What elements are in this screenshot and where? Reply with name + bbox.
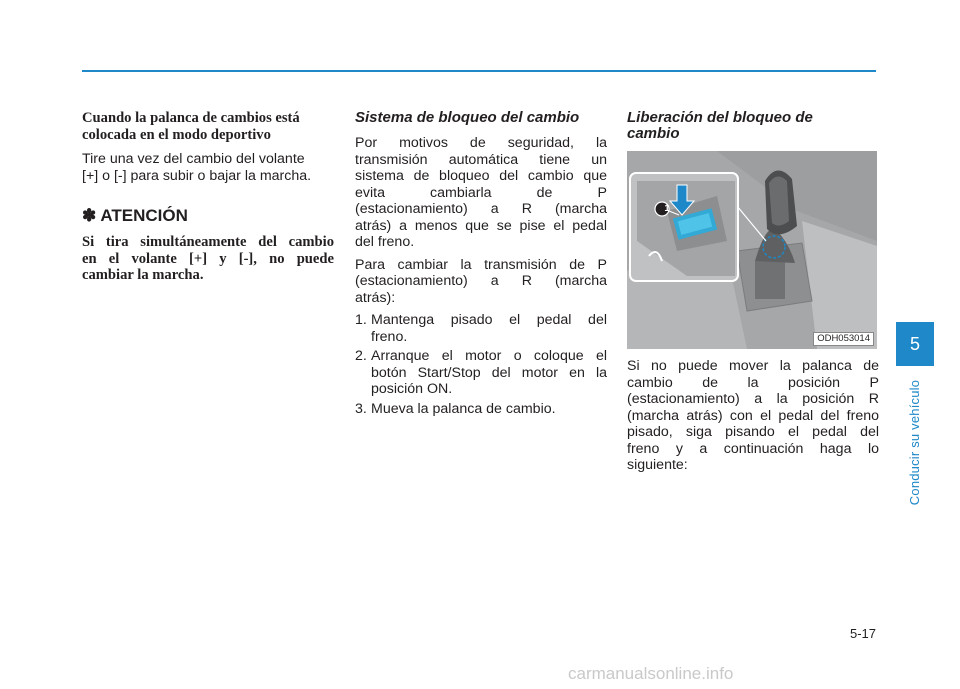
p1-line: atrás) a menos que se pise el pedal [355, 217, 607, 234]
step-1 [355, 312, 607, 345]
sport-heading-line-2: colocada en el modo deportivo [82, 126, 271, 143]
p1-line: del freno. [355, 234, 415, 250]
step-2 [355, 348, 607, 398]
gear-shifter-illustration [627, 151, 877, 349]
lock-release-heading-line-2: cambio [627, 125, 680, 142]
attention-line-1: Si tira simultáneamente del cambio [82, 234, 334, 250]
step-line: Mantenga pisado el pedal del [371, 312, 607, 328]
step-line: freno. [371, 328, 408, 345]
step-number: 1. [355, 312, 367, 328]
p2-line: atrás): [355, 289, 396, 306]
p2-line: Para cambiar la transmisión de P [355, 256, 607, 273]
top-rule [82, 70, 876, 72]
attention-line-3: cambiar la marcha. [82, 267, 204, 283]
p-line: (marcha atrás) con el pedal del freno [627, 407, 879, 424]
column-3 [627, 110, 879, 480]
shift-lock-paragraph-2 [355, 257, 607, 307]
attention-text [82, 234, 334, 284]
column-1 [82, 110, 334, 284]
attention-heading: ✽ ATENCIÓN [82, 206, 188, 225]
p1-line: sistema de bloqueo del cambio que [355, 168, 607, 184]
p1-line: Por motivos de seguridad, la [355, 135, 607, 151]
p-line: Si no puede mover la palanca de [627, 358, 879, 374]
figure-code: ODH053014 [813, 332, 874, 346]
shift-lock-release-figure [627, 151, 877, 349]
lock-release-paragraph [627, 358, 879, 474]
chapter-tab-label-text: Conducir su vehículo [907, 379, 923, 505]
p-line: siguiente: [627, 457, 688, 473]
step-line: Mueva la palanca de cambio. [371, 400, 556, 417]
sport-mode-text [82, 151, 334, 184]
p-line: (estacionamiento) a la posición R [627, 391, 879, 407]
shift-lock-paragraph-1 [355, 135, 607, 251]
p2-line: (estacionamiento) a R (marcha [355, 273, 607, 289]
p1-line: (estacionamiento) a R (marcha [355, 201, 607, 217]
p1-line: evita cambiarla de P [355, 184, 607, 201]
lock-release-heading [627, 110, 879, 142]
lock-release-heading-line-1: Liberación del bloqueo de [627, 109, 813, 126]
p-line: freno y a continuación haga lo [627, 440, 879, 457]
column-2 [355, 110, 607, 420]
page-number: 5-17 [849, 626, 876, 641]
step-number: 3. [355, 400, 367, 417]
step-line: Arranque el motor o coloque el [371, 348, 607, 364]
sport-heading-line-1: Cuando la palanca de cambios está [82, 110, 300, 126]
callout-number-1: 1 [664, 203, 670, 214]
attention-line-2: en el volante [+] y [-], no puede [82, 250, 334, 267]
step-line: botón Start/Stop del motor en la [371, 364, 607, 381]
chapter-tab-number: 5 [896, 322, 934, 366]
p1-line: transmisión automática tiene un [355, 151, 607, 168]
p-line: cambio de la posición P [627, 374, 879, 391]
step-3 [355, 401, 607, 418]
chapter-tab-label [896, 372, 934, 512]
sport-text-line-1: Tire una vez del cambio del volante [82, 151, 305, 167]
step-line: posición ON. [371, 381, 453, 397]
step-number: 2. [355, 348, 367, 364]
sport-mode-heading [82, 110, 334, 143]
shift-lock-heading: Sistema de bloqueo del cambio [355, 109, 580, 126]
watermark: carmanualsonline.info [568, 664, 734, 683]
sport-text-line-2: [+] o [-] para subir o bajar la marcha. [82, 167, 312, 184]
p-line: pisado, siga pisando el pedal del [627, 424, 879, 440]
